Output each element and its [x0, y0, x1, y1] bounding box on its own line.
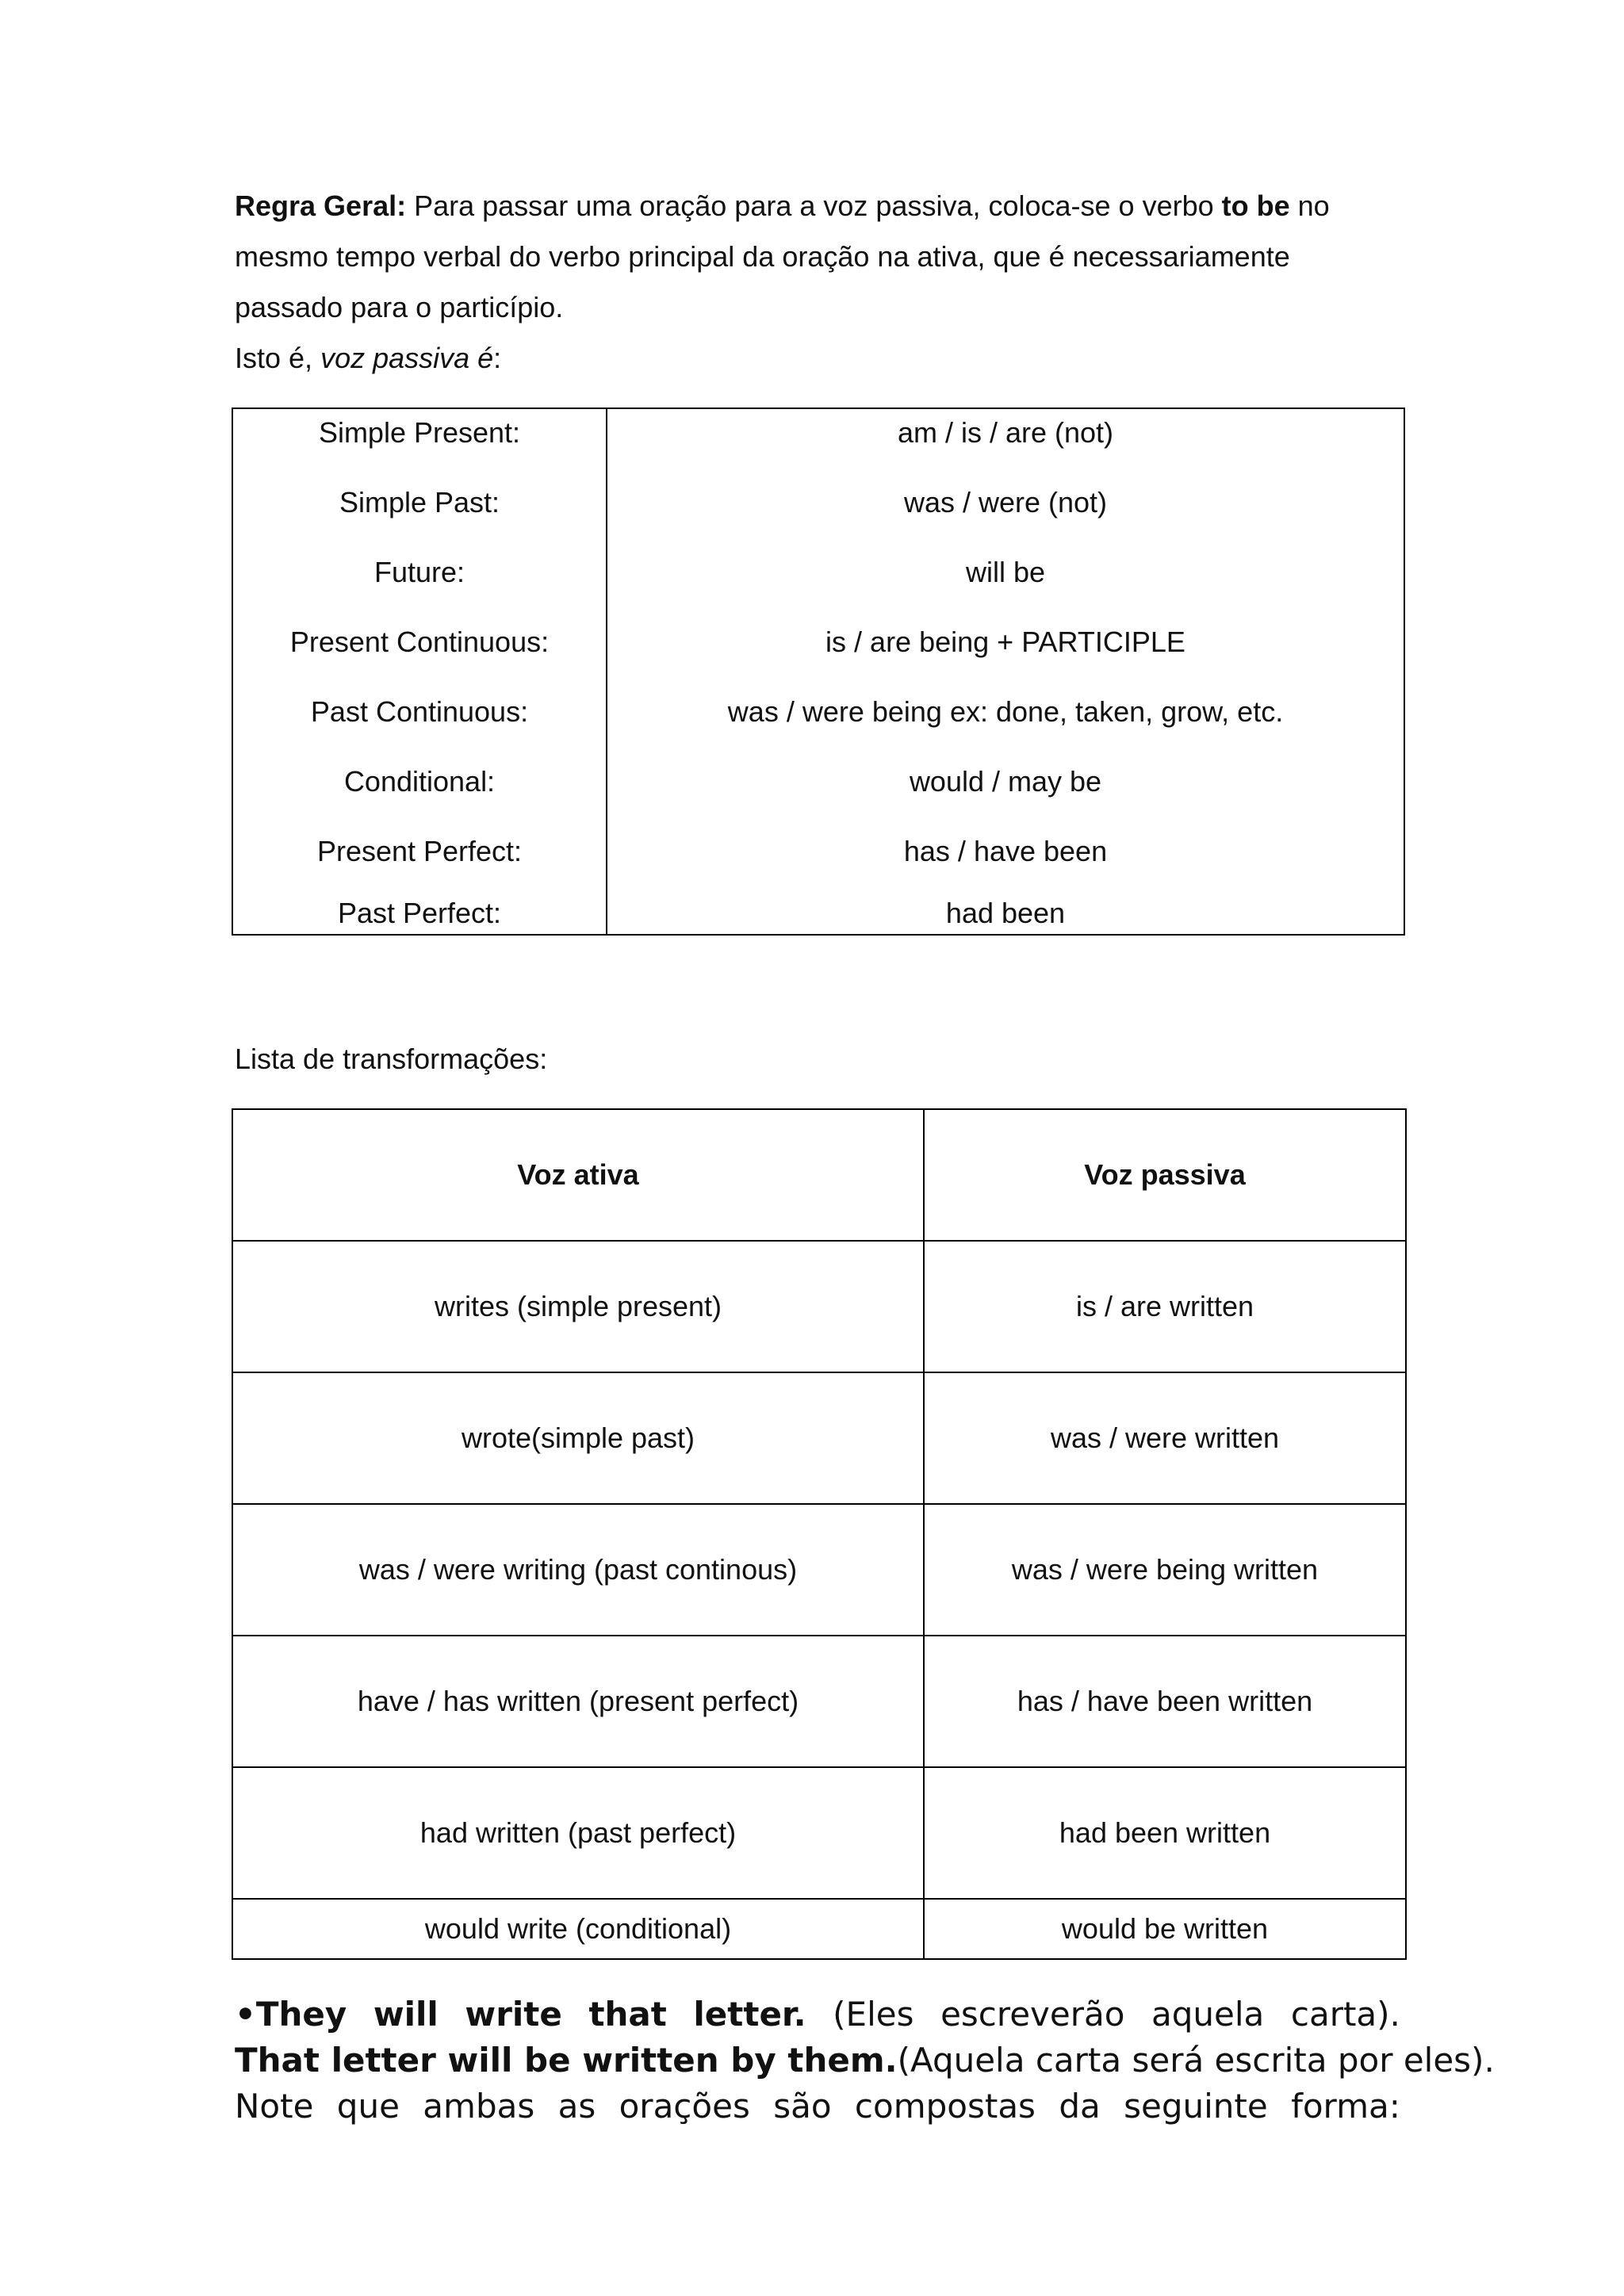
ex-word: (Eles: [833, 1995, 914, 2034]
ex-translation: (Aquela carta será escrita por eles).: [897, 2041, 1495, 2080]
tense-cell: Conditional:: [343, 765, 496, 798]
active-cell: writes (simple present): [232, 1241, 924, 1372]
ex-word: forma:: [1291, 2087, 1400, 2126]
passive-cell: was / were being written: [924, 1504, 1406, 1636]
form-cell: was / were (not): [903, 486, 1108, 519]
ex-word: that: [588, 1995, 667, 2034]
form-cell: am / is / are (not): [897, 416, 1114, 449]
rule-line-3: passado para o particípio.: [235, 291, 564, 323]
rule-label: Regra Geral:: [235, 189, 407, 222]
form-column: [607, 409, 1404, 934]
rule-line-2: mesmo tempo verbal do verbo principal da oração na ativa, que é necessariamente: [235, 240, 1290, 273]
line4-italic: voz passiva é: [320, 342, 494, 374]
active-cell: was / were writing (past continous): [232, 1504, 924, 1636]
table-row: [232, 1504, 1406, 1636]
ex-word: orações: [619, 2087, 750, 2126]
form-cell: is / are being + PARTICIPLE: [825, 626, 1185, 658]
example-line-2: [235, 2041, 1495, 2080]
ex-word: will: [373, 1995, 439, 2034]
form-cell: would / may be: [909, 765, 1102, 798]
header-voz-passiva: Voz passiva: [924, 1109, 1406, 1241]
form-cell: was / were being ex: done, taken, grow, etc.: [727, 695, 1284, 728]
ex-word: ambas: [423, 2087, 535, 2126]
ex-word: aquela: [1151, 1995, 1265, 2034]
list-title: Lista de transformações:: [235, 1043, 548, 1075]
table-row: [232, 1372, 1406, 1504]
line4-prefix: Isto é,: [235, 342, 321, 374]
ex-word: compostas: [854, 2087, 1036, 2126]
ex-word: write: [465, 1995, 562, 2034]
ex-word: seguinte: [1124, 2087, 1268, 2126]
passive-cell: is / are written: [924, 1241, 1406, 1372]
form-cell: has / have been: [903, 835, 1108, 867]
line4-suffix: :: [493, 342, 502, 374]
passive-cell: would be written: [924, 1899, 1406, 1959]
table-row: [232, 1241, 1406, 1372]
active-cell: wrote(simple past): [232, 1372, 924, 1504]
form-cell: had been: [945, 897, 1066, 929]
rule-text-1: Para passar uma oração para a voz passiva, coloca-se o verbo: [406, 189, 1222, 222]
ex-word: carta).: [1290, 1995, 1400, 2034]
tense-cell: Simple Past:: [339, 486, 500, 519]
passive-cell: has / have been written: [924, 1636, 1406, 1767]
rule-line-1: [235, 181, 1408, 232]
tense-cell: Future:: [373, 556, 465, 588]
ex-word: são: [773, 2087, 832, 2126]
tense-cell: Present Continuous:: [289, 626, 550, 658]
tense-cell: Past Perfect:: [337, 897, 502, 929]
tense-cell: Simple Present:: [318, 416, 521, 449]
table-row: [232, 1899, 1406, 1959]
transform-table: [232, 1108, 1407, 1960]
tense-cell: Present Perfect:: [316, 835, 523, 867]
active-cell: have / has written (present perfect): [232, 1636, 924, 1767]
tense-column: [233, 409, 607, 934]
table-header-row: [232, 1109, 1406, 1241]
tense-cell: Past Continuous:: [310, 695, 529, 728]
tense-table: [232, 408, 1405, 936]
table-row: [232, 1767, 1406, 1899]
rule-line-4: [235, 333, 1408, 384]
example-line-3: [235, 2087, 1400, 2126]
active-cell: would write (conditional): [232, 1899, 924, 1959]
ex-passive-sentence: That letter will be written by them.: [235, 2041, 898, 2080]
passive-cell: had been written: [924, 1767, 1406, 1899]
active-cell: had written (past perfect): [232, 1767, 924, 1899]
table-row: [232, 1636, 1406, 1767]
header-voz-ativa: Voz ativa: [232, 1109, 924, 1241]
ex-word: da: [1059, 2087, 1101, 2126]
ex-word: Note: [235, 2087, 314, 2126]
rule-text-2: no: [1289, 189, 1330, 222]
rule-bold-to-be: to be: [1221, 189, 1290, 222]
form-cell: will be: [965, 556, 1046, 588]
ex-word: •They: [235, 1995, 347, 2034]
table-double-rule: [232, 1958, 1405, 1960]
ex-word: as: [557, 2087, 596, 2126]
passive-cell: was / were written: [924, 1372, 1406, 1504]
ex-word: escreverão: [940, 1995, 1125, 2034]
ex-word: letter.: [693, 1995, 806, 2034]
example-line-1: [235, 1995, 1400, 2034]
ex-word: que: [336, 2087, 400, 2126]
